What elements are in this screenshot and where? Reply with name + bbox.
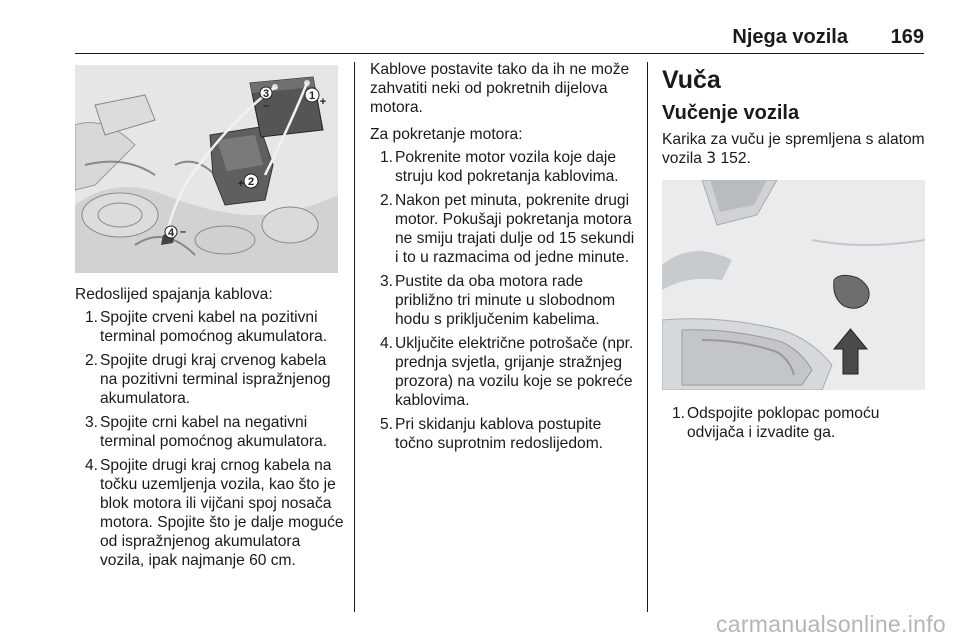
step-text: Nakon pet minuta, pokrenite drugi motor. Pokušaji pokretanja motora ne smiju trajati dulje od 15 sekundi i to u razmacima od jedne minute. (395, 192, 635, 266)
list-item (370, 191, 636, 267)
step-text: Spojite crveni kabel na pozitivni terminal pomoćnog akumulatora. (100, 309, 328, 345)
watermark: carmanualsonline.info (715, 611, 946, 637)
step-text: Spojite crni kabel na negativni terminal pomoćnog akumulatora. (100, 414, 328, 450)
towing-eye-paragraph (662, 130, 930, 168)
callout-4-sign: – (179, 226, 187, 238)
left-column (75, 60, 345, 575)
column-divider (647, 62, 648, 612)
list-item (75, 456, 345, 570)
bumper-drawing (662, 180, 925, 390)
list-item (370, 148, 636, 186)
callout-2: 2 (247, 176, 255, 188)
list-item (662, 404, 930, 442)
step-number: 4. (85, 457, 99, 474)
cable-routing-paragraph: Kablove postavite tako da ih ne može zahvatiti neki od pokretnih dijelova motora. (370, 61, 630, 116)
page-reference-icon: 3 (706, 149, 717, 167)
engine-bay-jumpstart-illustration (75, 65, 338, 273)
step-number: 4. (380, 335, 394, 352)
step-text: Pustite da oba motora rade približno tri minute u slobodnom hodu s priključenim kabelima. (395, 273, 616, 328)
callout-1: 1 (308, 90, 316, 102)
section-heading: Vučenje vozila (662, 102, 800, 124)
step-number: 3. (380, 273, 394, 290)
middle-column (370, 60, 636, 458)
engine-start-steps-list (370, 148, 636, 453)
connection-steps-list (75, 308, 345, 570)
towing-eye-text: Karika za vuču je spremljena s alatom vozila (662, 131, 925, 167)
step-number: 5. (380, 416, 394, 433)
step-text: Pokrenite motor vozila koje daje struju kod pokretanja kablovima. (395, 149, 619, 185)
engine-bay-drawing (75, 65, 338, 273)
callout-4: 4 (167, 227, 175, 239)
section-title: Njega vozila (732, 26, 848, 48)
chapter-heading: Vuča (662, 66, 721, 94)
page-number: 169 (890, 26, 924, 48)
callout-3-sign: – (262, 100, 270, 112)
list-item (370, 272, 636, 329)
callout-3: 3 (262, 88, 270, 100)
page-reference: 152. (720, 150, 751, 167)
engine-start-intro: Za pokretanje motora: (370, 126, 523, 143)
list-item (75, 351, 345, 408)
step-number: 1. (380, 149, 394, 166)
towing-steps-list (662, 404, 930, 442)
step-number: 1. (672, 405, 686, 422)
list-item (370, 334, 636, 410)
column-divider (354, 62, 355, 612)
list-item (75, 308, 345, 346)
callout-1-sign: + (319, 96, 327, 108)
list-item (370, 415, 636, 453)
step-text: Pri skidanju kablova postupite točno suprotnim redoslijedom. (395, 416, 604, 452)
header-rule (75, 53, 924, 54)
step-text: Uključite električne potrošače (npr. prednja svjetla, grijanje stražnjeg prozora) na vozilu koje se pokreće kablovima. (395, 335, 634, 409)
front-bumper-cover-illustration (662, 180, 925, 390)
right-column (662, 60, 930, 447)
step-text: Spojite drugi kraj crnog kabela na točku uzemljenja vozila, kao što je blok motora ili vijčani spoj nosača motora. Spojite što je dalje moguće od ispražnjenog akumulatora vozila, ipak najmanje 60 cm. (100, 457, 344, 569)
callout-2-sign: + (237, 178, 245, 190)
step-number: 2. (380, 192, 394, 209)
page-header (0, 26, 960, 56)
step-number: 3. (85, 414, 99, 431)
step-text: Odspojite poklopac pomoću odvijača i izvadite ga. (687, 405, 880, 441)
step-text: Spojite drugi kraj crvenog kabela na pozitivni terminal ispražnjenog akumulatora. (100, 352, 331, 407)
list-item (75, 413, 345, 451)
step-number: 1. (85, 309, 99, 326)
step-number: 2. (85, 352, 99, 369)
connection-order-intro: Redoslijed spajanja kablova: (75, 286, 273, 303)
